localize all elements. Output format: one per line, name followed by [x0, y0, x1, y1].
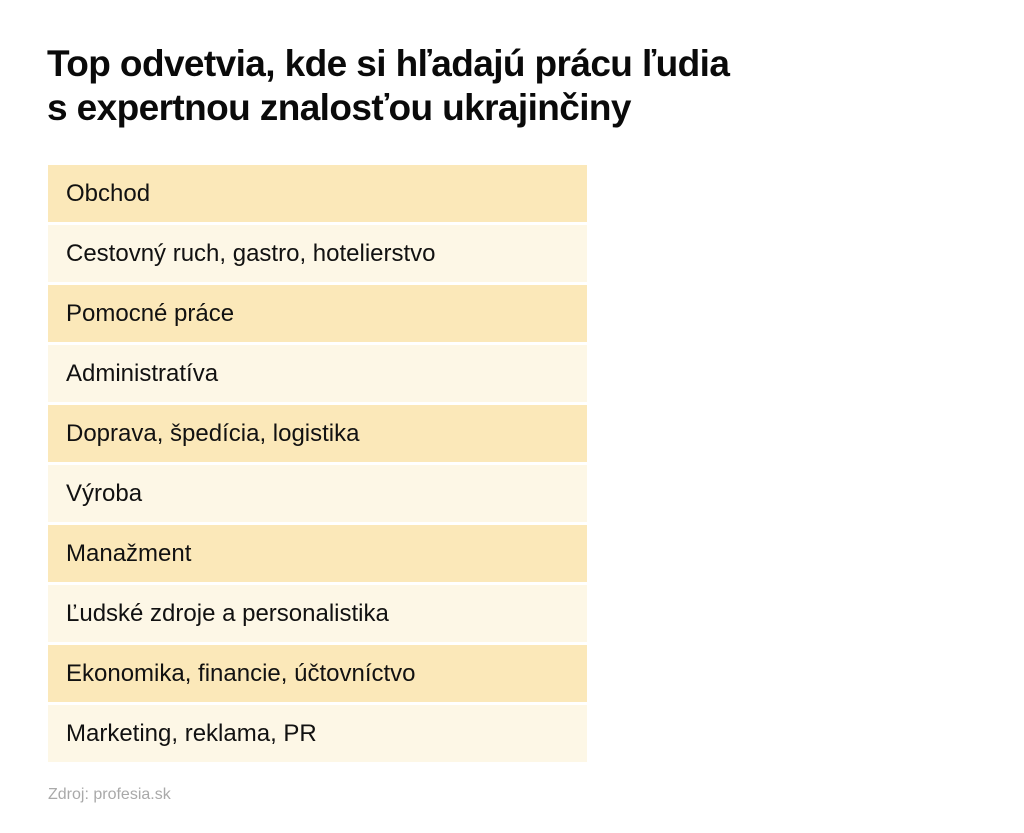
industry-list [48, 165, 587, 765]
source-note: Zdroj: profesia.sk [48, 786, 171, 803]
list-item: Pomocné práce [48, 285, 587, 342]
list-item: Ekonomika, financie, účtovníctvo [48, 645, 587, 702]
list-item: Cestovný ruch, gastro, hotelierstvo [48, 225, 587, 282]
list-item: Výroba [48, 465, 587, 522]
list-item: Doprava, špedícia, logistika [48, 405, 587, 462]
list-item: Marketing, reklama, PR [48, 705, 587, 762]
title-line-2: s expertnou znalosťou ukrajinčiny [47, 87, 631, 128]
list-item: Administratíva [48, 345, 587, 402]
list-item: Obchod [48, 165, 587, 222]
page-title [47, 42, 947, 130]
title-line-1: Top odvetvia, kde si hľadajú prácu ľudia [47, 43, 730, 84]
list-item: Ľudské zdroje a personalistika [48, 585, 587, 642]
list-item: Manažment [48, 525, 587, 582]
